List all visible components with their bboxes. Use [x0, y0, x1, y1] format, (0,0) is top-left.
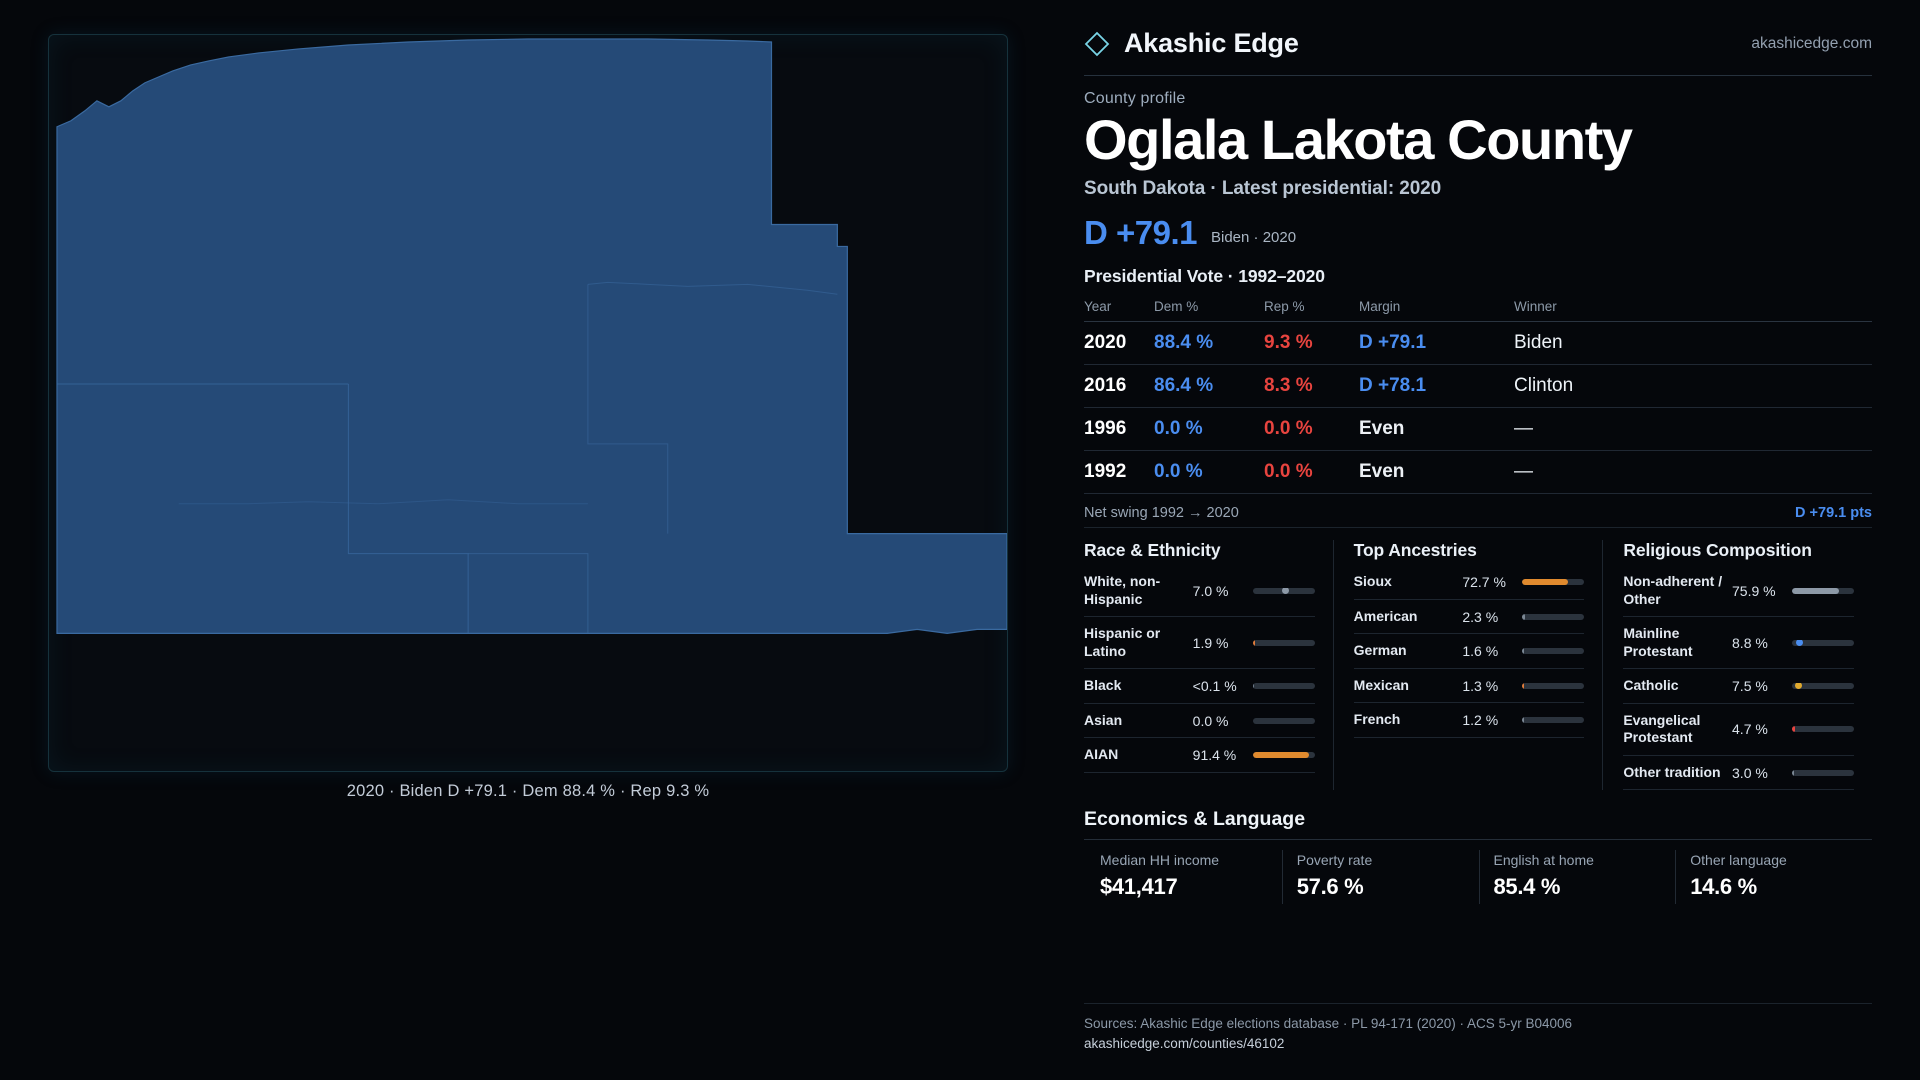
demo-label: AIAN — [1084, 746, 1119, 763]
table-row — [1084, 408, 1872, 451]
demo-column-race — [1084, 540, 1333, 790]
econ-cell-other-language — [1675, 850, 1872, 904]
list-item — [1084, 669, 1315, 704]
list-item — [1084, 565, 1315, 617]
list-item — [1354, 565, 1585, 600]
cell-year: 2020 — [1084, 322, 1154, 365]
demo-bar — [1522, 614, 1584, 620]
cell-dem: 0.0 % — [1154, 451, 1264, 494]
net-swing-value: D +79.1 pts — [1795, 505, 1872, 522]
brand-row — [1084, 28, 1872, 75]
cell-dem: 86.4 % — [1154, 365, 1264, 408]
vote-section-title: Presidential Vote · 1992–2020 — [1084, 266, 1325, 287]
cell-winner: Clinton — [1514, 365, 1872, 408]
demo-value: 7.0 % — [1192, 582, 1229, 599]
econ-value: 57.6 % — [1296, 874, 1364, 900]
cell-margin: D +78.1 — [1359, 365, 1514, 408]
presidential-vote-table — [1084, 295, 1872, 494]
list-item — [1623, 669, 1854, 704]
demo-label: Mainline Protestant — [1623, 625, 1693, 659]
col-dem: Dem % — [1154, 295, 1264, 322]
demo-label: Non-adherent / Other — [1623, 573, 1723, 607]
demo-title: Top Ancestries — [1353, 540, 1477, 561]
list-item — [1354, 703, 1585, 738]
table-row — [1084, 451, 1872, 494]
headline-margin — [1084, 214, 1872, 252]
demo-value: 1.6 % — [1462, 643, 1499, 660]
cell-margin: Even — [1359, 408, 1514, 451]
cell-winner: Biden — [1514, 322, 1872, 365]
econ-cell-income — [1084, 850, 1282, 904]
demo-bar — [1792, 726, 1854, 732]
list-item — [1623, 565, 1854, 617]
cell-winner: — — [1514, 408, 1872, 451]
econ-label: English at home — [1493, 852, 1594, 869]
county-map-shape — [49, 35, 1007, 771]
table-row — [1084, 322, 1872, 365]
col-margin: Margin — [1359, 295, 1514, 322]
table-row — [1084, 365, 1872, 408]
demo-label: Black — [1084, 677, 1122, 694]
map-caption: 2020 · Biden D +79.1 · Dem 88.4 % · Rep 9.3 % — [346, 782, 710, 800]
list-item — [1354, 600, 1585, 635]
list-item — [1084, 617, 1315, 669]
demo-label: Sioux — [1353, 573, 1392, 590]
demo-label: Other tradition — [1623, 763, 1721, 780]
list-item — [1354, 634, 1585, 669]
demo-column-ancestries — [1333, 540, 1603, 790]
demo-bar — [1792, 683, 1854, 689]
demo-title: Religious Composition — [1623, 540, 1812, 561]
cell-margin: Even — [1359, 451, 1514, 494]
info-panel — [1040, 0, 1920, 1080]
footer-divider — [1084, 1003, 1872, 1004]
econ-cell-poverty — [1282, 850, 1479, 904]
list-item — [1084, 704, 1315, 739]
economics-row — [1084, 839, 1872, 904]
cell-winner: — — [1514, 451, 1872, 494]
county-polygon — [57, 39, 1007, 633]
demo-value: 1.2 % — [1462, 712, 1499, 729]
demo-label: Evangelical Protestant — [1623, 711, 1701, 746]
demo-bar — [1792, 588, 1854, 594]
econ-value: 14.6 % — [1690, 874, 1757, 900]
demo-value: 3.0 % — [1732, 764, 1768, 781]
net-swing-label: Net swing 1992 → 2020 — [1084, 505, 1239, 522]
demo-label: White, non-Hispanic — [1084, 573, 1161, 607]
net-swing-row — [1084, 505, 1872, 521]
demo-label: American — [1353, 607, 1418, 624]
diamond-icon — [1084, 31, 1110, 57]
demo-bar — [1253, 752, 1315, 758]
list-item — [1084, 738, 1315, 773]
econ-value: 85.4 % — [1493, 874, 1561, 900]
header-divider — [1084, 75, 1872, 76]
list-item — [1623, 756, 1854, 791]
cell-year: 1992 — [1084, 451, 1154, 494]
demo-label: Asian — [1084, 711, 1123, 728]
demo-title: Race & Ethnicity — [1084, 540, 1221, 561]
demo-value: 91.4 % — [1192, 747, 1237, 764]
margin-caption: Biden · 2020 — [1211, 229, 1297, 247]
cell-dem: 88.4 % — [1154, 322, 1264, 365]
brand-url: akashicedge.com — [1751, 34, 1872, 52]
demo-value: 1.9 % — [1192, 634, 1229, 651]
cell-dem: 0.0 % — [1154, 408, 1264, 451]
demo-label: Hispanic or Latino — [1084, 625, 1161, 659]
cell-rep: 9.3 % — [1264, 322, 1359, 365]
econ-value: $41,417 — [1100, 874, 1178, 900]
cell-rep: 8.3 % — [1264, 365, 1359, 408]
col-year: Year — [1084, 295, 1154, 322]
demo-bar — [1522, 683, 1584, 689]
demo-value: <0.1 % — [1192, 678, 1237, 695]
econ-label: Median HH income — [1100, 852, 1220, 869]
col-winner: Winner — [1514, 295, 1872, 322]
demo-bar — [1253, 640, 1315, 646]
demo-column-religion — [1602, 540, 1872, 790]
list-item — [1623, 704, 1854, 756]
cell-rep: 0.0 % — [1264, 451, 1359, 494]
economics-title: Economics & Language — [1084, 808, 1306, 831]
table-header-row — [1084, 295, 1872, 322]
demo-bar — [1253, 588, 1315, 594]
demo-label: German — [1353, 642, 1407, 659]
demo-bar — [1253, 718, 1315, 724]
margin-value: D +79.1 — [1084, 214, 1197, 252]
cell-year: 2016 — [1084, 365, 1154, 408]
cell-rep: 0.0 % — [1264, 408, 1359, 451]
footer-sources: Sources: Akashic Edge elections database · PL 94-171 (2020) · ACS 5-yr B04006 — [1084, 1015, 1573, 1031]
econ-cell-english — [1479, 850, 1676, 904]
demo-bar — [1253, 683, 1315, 689]
page-kicker: County profile — [1084, 90, 1186, 107]
brand-name: Akashic Edge — [1124, 28, 1299, 58]
swing-divider — [1084, 527, 1872, 528]
brand — [1084, 28, 1299, 59]
econ-label: Poverty rate — [1296, 852, 1373, 869]
list-item — [1354, 669, 1585, 704]
demo-value: 1.3 % — [1462, 677, 1499, 694]
demo-bar — [1522, 717, 1584, 723]
footer — [1084, 1003, 1872, 1055]
econ-label: Other language — [1690, 852, 1787, 869]
demographics-columns — [1084, 540, 1872, 790]
demo-value: 7.5 % — [1732, 678, 1768, 695]
demo-bar — [1522, 648, 1584, 654]
demo-value: 4.7 % — [1732, 721, 1768, 738]
demo-label: Mexican — [1353, 676, 1409, 693]
demo-value: 2.3 % — [1462, 608, 1499, 625]
page-subtitle: South Dakota · Latest presidential: 2020 — [1084, 178, 1442, 200]
demo-bar — [1522, 579, 1584, 585]
demo-label: French — [1353, 711, 1401, 728]
demo-value: 0.0 % — [1192, 712, 1229, 729]
demo-bar — [1792, 770, 1854, 776]
cell-year: 1996 — [1084, 408, 1154, 451]
list-item — [1623, 617, 1854, 669]
page-title: Oglala Lakota County — [1084, 108, 1632, 171]
demo-value: 75.9 % — [1732, 582, 1776, 599]
footer-permalink[interactable]: akashicedge.com/counties/46102 — [1084, 1035, 1285, 1051]
county-map[interactable] — [48, 34, 1008, 772]
demo-value: 72.7 % — [1462, 574, 1506, 591]
cell-margin: D +79.1 — [1359, 322, 1514, 365]
demo-bar — [1792, 640, 1854, 646]
col-rep: Rep % — [1264, 295, 1359, 322]
demo-value: 8.8 % — [1732, 634, 1768, 651]
demo-label: Catholic — [1623, 677, 1679, 694]
